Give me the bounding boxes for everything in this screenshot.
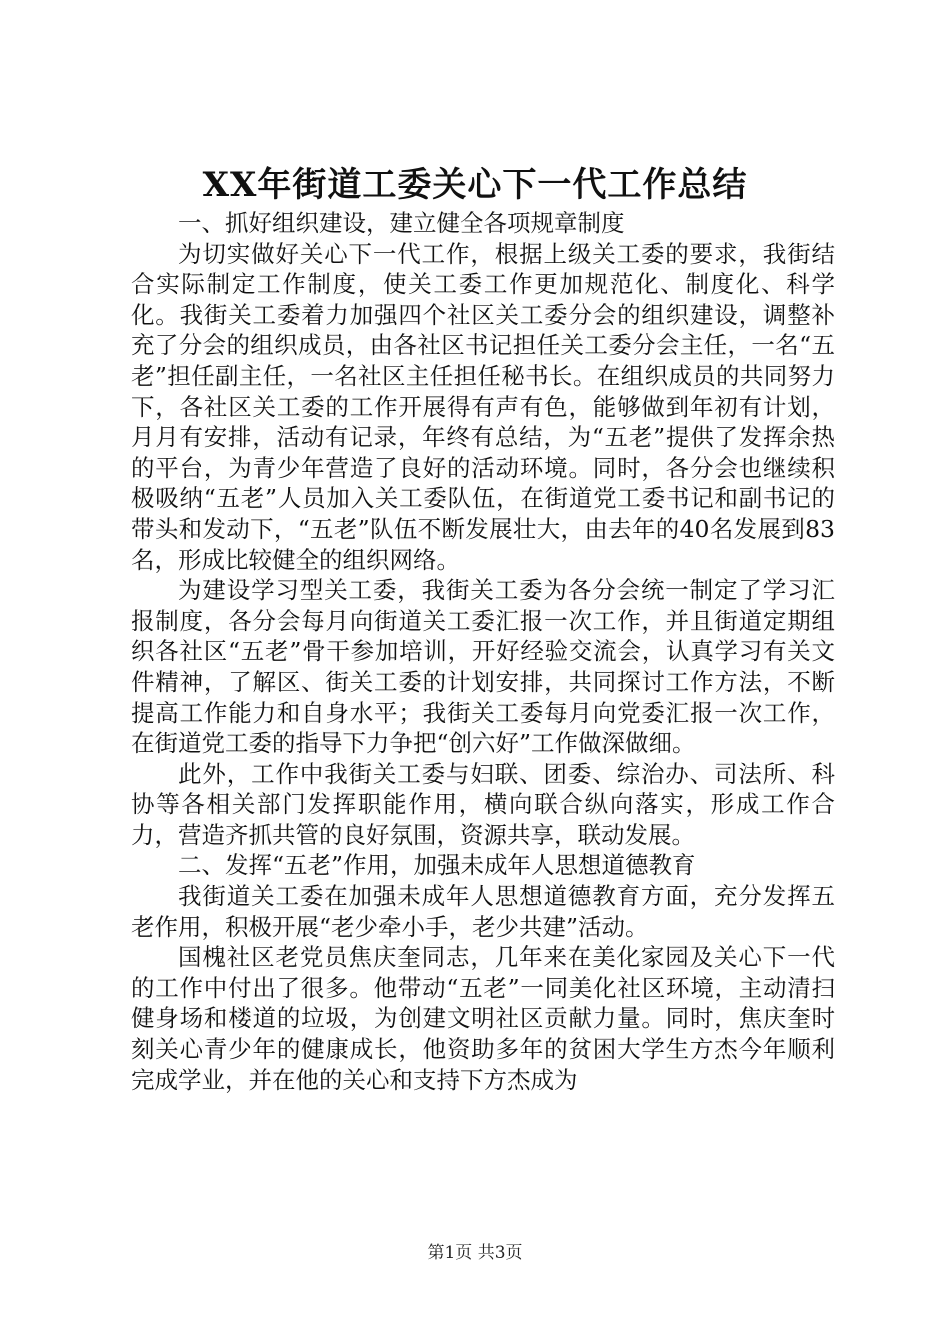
paragraph: 此外，工作中我街关工委与妇联、团委、综治办、司法所、科协等各相关部门发挥职能作用，横向联合纵向落实，形成工作合力，营造齐抓共管的良好氛围，资源共享，联动发展。 — [131, 759, 835, 849]
document-title: XX年街道工委关心下一代工作总结 — [202, 165, 748, 205]
paragraph: 国槐社区老党员焦庆奎同志，几年来在美化家园及关心下一代的工作中付出了很多。他带动“五老”一同美化社区环境，主动清扫健身场和楼道的垃圾，为创建文明社区贡献力量。同时，焦庆奎时刻关心青少年的健康成长，他资助多年的贫困大学生方杰今年顺利完成学业，并在他的关心和支持下方杰成为 — [131, 943, 835, 1094]
paragraph: 为切实做好关心下一代工作，根据上级关工委的要求，我街结合实际制定工作制度，使关工委工作更加规范化、制度化、科学化。我街关工委着力加强四个社区关工委分会的组织建设，调整补充了分会的组织成员，由各社区书记担任关工委分会主任，一名“五老”担任副主任，一名社区主任担任秘书长。在组织成员的共同努力下，各社区关工委的工作开展得有声有色，能够做到年初有计划，月月有安排，活动有记录，年终有总结，为“五老”提供了发挥余热的平台，为青少年营造了良好的活动环境。同时，各分会也继续积极吸纳“五老”人员加入关工委队伍，在街道党工委书记和副书记的带头和发动下，“五老”队伍不断发展壮大，由去年的40名发展到83名，形成比较健全的组织网络。 — [131, 239, 835, 574]
document-body — [131, 208, 835, 1095]
section-heading-2: 二、发挥“五老”作用，加强未成年人思想道德教育 — [178, 851, 696, 880]
paragraph: 为建设学习型关工委，我街关工委为各分会统一制定了学习汇报制度，各分会每月向街道关工委汇报一次工作，并且街道定期组织各社区“五老”骨干参加培训，开好经验交流会，认真学习有关文件精神，了解区、街关工委的计划安排，共同探讨工作方法，不断提高工作能力和自身水平；我街关工委每月向党委汇报一次工作，在街道党工委的指导下力争把“创六好”工作做深做细。 — [131, 576, 835, 758]
paragraph: 我街道关工委在加强未成年人思想道德教育方面，充分发挥五老作用，积极开展“老少牵小手，老少共建”活动。 — [131, 882, 835, 941]
page-number-footer: 第1页 共3页 — [427, 1243, 523, 1263]
section-heading-1: 一、抓好组织建设，建立健全各项规章制度 — [178, 209, 625, 237]
